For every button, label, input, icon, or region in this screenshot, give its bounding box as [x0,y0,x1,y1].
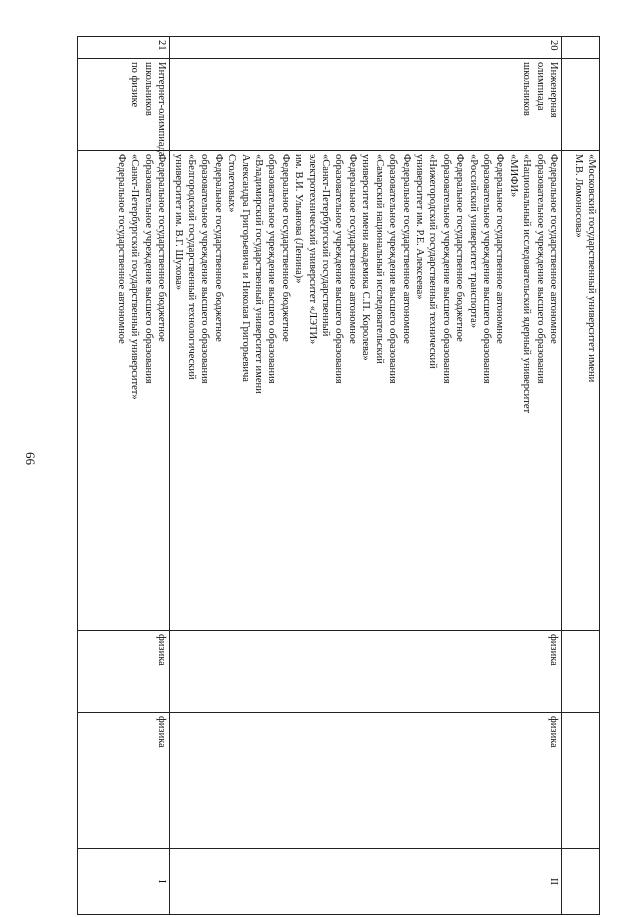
org-line: «Санкт-Петербургский государственный [320,154,332,337]
org-line: «Самарский национальный исследовательский [373,154,385,364]
org-line: «Нижегородский государственный технический [427,154,439,369]
org-line: «Московский государственный университет имени [586,154,597,383]
table-row [170,37,562,915]
org-line: «МИФИ» [507,154,519,198]
org-cell [170,151,562,631]
org-line: им. В.И. Ульянова (Ленина)» [293,154,305,284]
org-line: М.В. Ломоносова» [572,154,584,238]
num-cell: 20 [170,37,562,59]
org-line: Александра Григорьевича и Николая Григорьевича [239,154,251,382]
org-line: образовательное учреждение высшего образования [440,154,452,384]
name-line: по физике [129,62,141,108]
subject1-cell [562,631,600,713]
name-cell [170,59,562,151]
org-line: университет им. В.Г. Шухова» [172,154,184,290]
num-cell: 21 [78,37,170,59]
table-row [78,37,170,915]
org-line: «Российский университет транспорта» [467,154,479,329]
subject2-cell: физика [78,713,170,849]
org-line: Федеральное государственное бюджетное [212,154,224,342]
org-line: образовательное учреждение высшего образования [142,154,154,384]
name-line: Инженерная [548,62,559,118]
org-line: образовательное учреждение высшего образования [333,154,345,384]
org-line: «Белгородский государственный технологический [186,154,198,380]
org-line: Федеральное государственное автономное [115,154,127,344]
org-line: Федеральное государственное бюджетное [279,154,291,342]
name-line: олимпиада [534,62,546,111]
olympiad-table [77,36,600,915]
org-line: образовательное учреждение высшего образования [387,154,399,384]
level-cell: I [78,849,170,915]
org-line: образовательное учреждение высшего образования [266,154,278,384]
name-line: Интернет-олимпиада [156,62,167,157]
name-line: школьников [142,62,154,116]
name-cell [562,59,600,151]
num-cell [562,37,600,59]
org-line: образовательное учреждение высшего образования [480,154,492,384]
org-line: образовательное учреждение высшего образования [534,154,546,384]
org-line: «Санкт-Петербургский государственный университет» [129,154,141,400]
subject1-cell: физика [170,631,562,713]
org-line: Федеральное государственное бюджетное [156,154,167,342]
org-line: «Владимирский государственный университет имени [253,154,265,394]
olympiad-table-wrapper [78,36,600,914]
org-cell [78,151,170,631]
subject1-cell: физика [78,631,170,713]
name-cell [78,59,170,157]
org-line: Федеральное государственное автономное [548,154,559,344]
name-line: школьников [521,62,533,116]
org-line: Федеральное государственное бюджетное [454,154,466,342]
org-line: Столетовых» [226,154,238,213]
level-cell [562,849,600,915]
level-cell: II [170,849,562,915]
table-row [562,37,600,915]
org-cell [562,151,600,631]
page-number: 66 [23,452,38,465]
org-line: Федеральное государственное автономное [494,154,506,344]
org-line: университет им. Р.Е. Алексеева» [413,154,425,300]
subject2-cell: физика [170,713,562,849]
org-line: Федеральное государственное автономное [346,154,358,344]
org-line: «Национальный исследовательский ядерный университет [521,154,533,414]
org-line: образовательное учреждение высшего образования [199,154,211,384]
org-line: Федеральное государственное автономное [400,154,412,344]
org-line: университет имени академика С.П. Королева» [360,154,372,361]
org-line: электротехнический университет «ЛЭТИ» [306,154,318,345]
subject2-cell [562,713,600,849]
